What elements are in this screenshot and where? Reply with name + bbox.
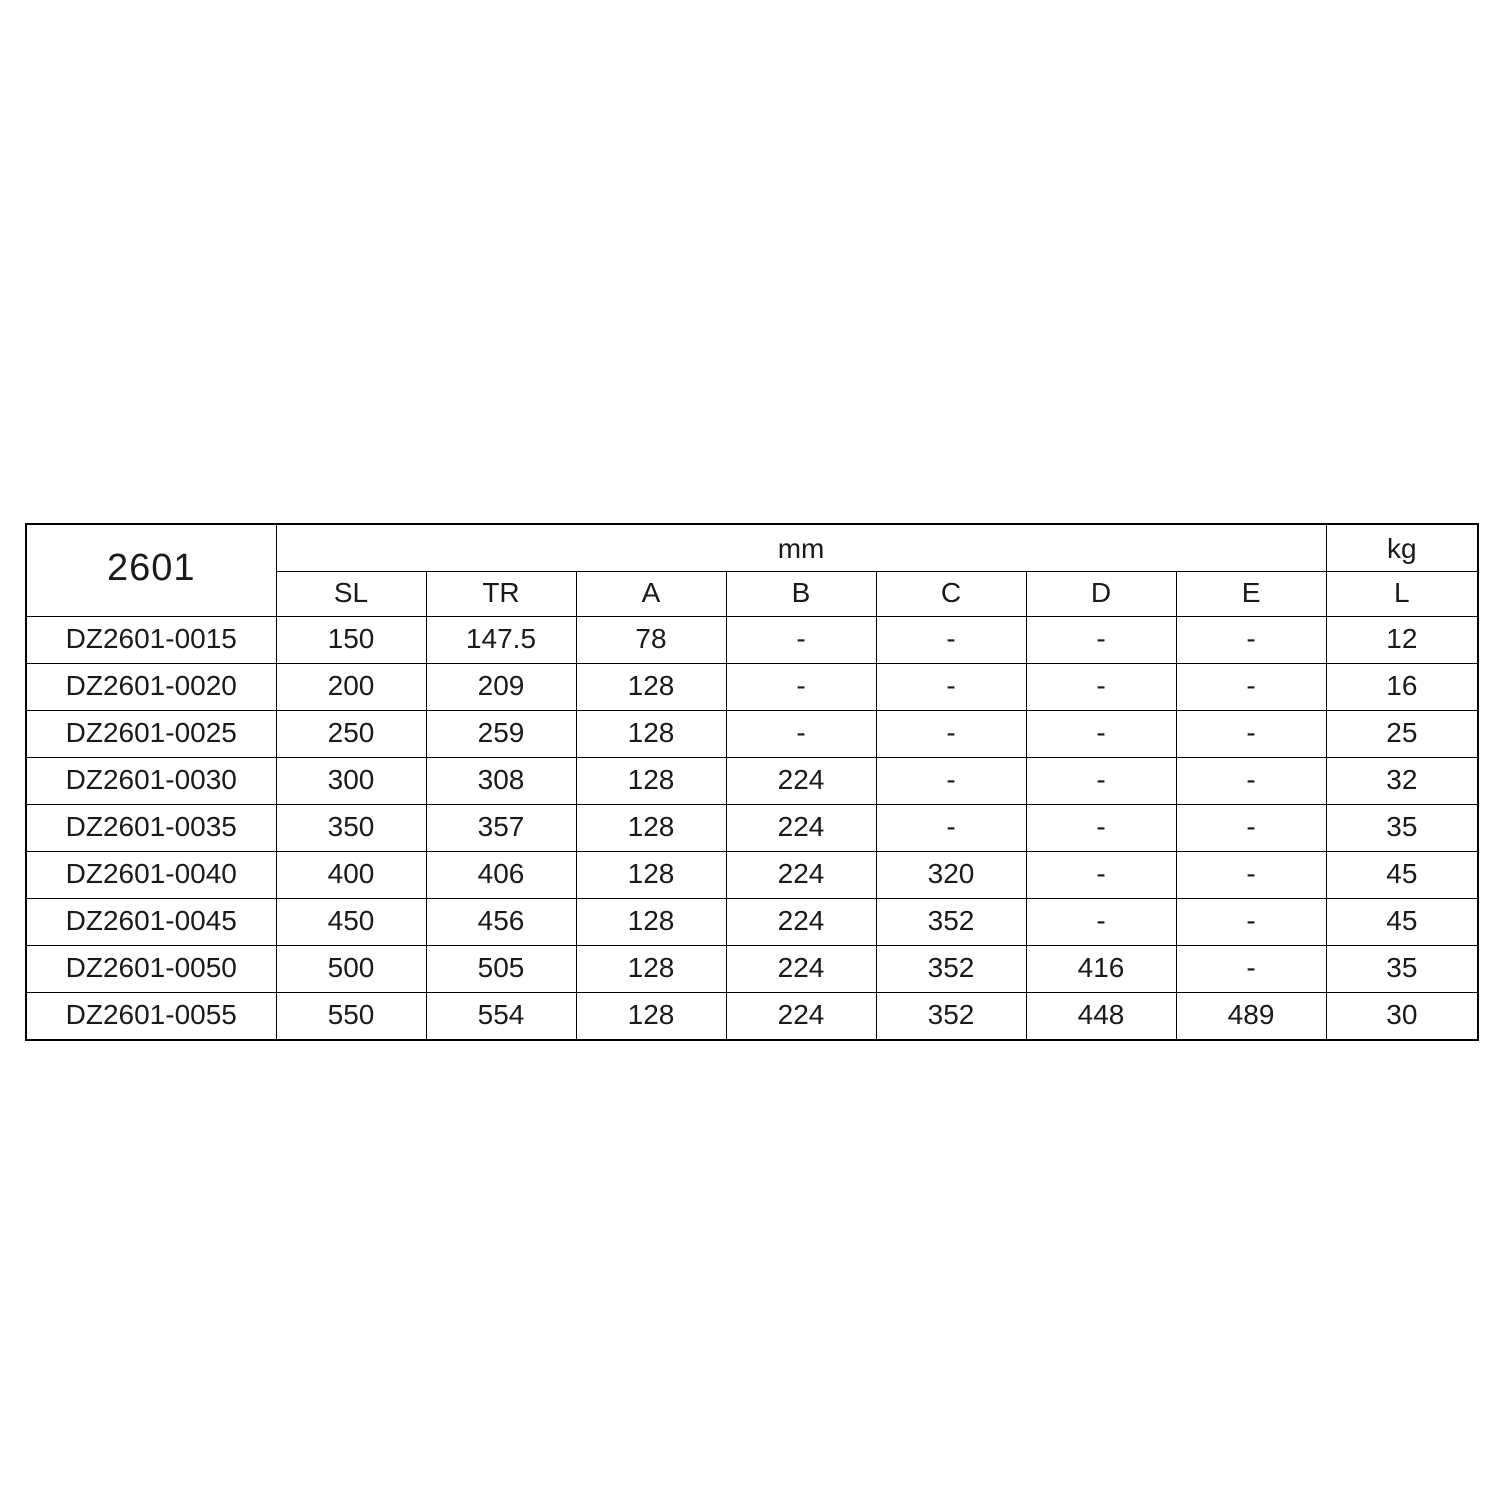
cell-d: - xyxy=(1026,758,1176,805)
cell-b: - xyxy=(726,664,876,711)
column-header-a: A xyxy=(576,572,726,617)
cell-tr: 259 xyxy=(426,711,576,758)
cell-l: 16 xyxy=(1326,664,1478,711)
cell-b: 224 xyxy=(726,852,876,899)
column-header-tr: TR xyxy=(426,572,576,617)
cell-c: 320 xyxy=(876,852,1026,899)
cell-tr: 308 xyxy=(426,758,576,805)
cell-sl: 350 xyxy=(276,805,426,852)
cell-e: - xyxy=(1176,664,1326,711)
cell-l: 30 xyxy=(1326,993,1478,1041)
cell-d: - xyxy=(1026,617,1176,664)
cell-b: 224 xyxy=(726,946,876,993)
table-row xyxy=(26,899,1478,946)
cell-l: 32 xyxy=(1326,758,1478,805)
unit-group-mm: mm xyxy=(276,524,1326,572)
cell-sl: 450 xyxy=(276,899,426,946)
table-row xyxy=(26,711,1478,758)
cell-model: DZ2601-0055 xyxy=(26,993,276,1041)
cell-tr: 554 xyxy=(426,993,576,1041)
cell-a: 78 xyxy=(576,617,726,664)
table-row xyxy=(26,664,1478,711)
cell-sl: 500 xyxy=(276,946,426,993)
cell-model: DZ2601-0025 xyxy=(26,711,276,758)
cell-c: - xyxy=(876,758,1026,805)
cell-d: 448 xyxy=(1026,993,1176,1041)
cell-l: 45 xyxy=(1326,899,1478,946)
cell-tr: 209 xyxy=(426,664,576,711)
table-row xyxy=(26,805,1478,852)
cell-tr: 357 xyxy=(426,805,576,852)
cell-e: - xyxy=(1176,758,1326,805)
model-series-label: 2601 xyxy=(26,524,276,617)
cell-model: DZ2601-0050 xyxy=(26,946,276,993)
table-body xyxy=(26,617,1478,1041)
cell-model: DZ2601-0015 xyxy=(26,617,276,664)
cell-d: - xyxy=(1026,852,1176,899)
cell-a: 128 xyxy=(576,852,726,899)
cell-sl: 550 xyxy=(276,993,426,1041)
cell-e: - xyxy=(1176,946,1326,993)
cell-a: 128 xyxy=(576,711,726,758)
cell-a: 128 xyxy=(576,899,726,946)
cell-a: 128 xyxy=(576,664,726,711)
cell-model: DZ2601-0045 xyxy=(26,899,276,946)
cell-tr: 505 xyxy=(426,946,576,993)
cell-l: 12 xyxy=(1326,617,1478,664)
table-row xyxy=(26,993,1478,1041)
cell-model: DZ2601-0040 xyxy=(26,852,276,899)
cell-b: 224 xyxy=(726,993,876,1041)
cell-a: 128 xyxy=(576,946,726,993)
cell-d: - xyxy=(1026,664,1176,711)
cell-sl: 250 xyxy=(276,711,426,758)
cell-d: - xyxy=(1026,711,1176,758)
table-row xyxy=(26,852,1478,899)
cell-e: - xyxy=(1176,617,1326,664)
specification-table-container xyxy=(25,523,1477,1041)
column-header-d: D xyxy=(1026,572,1176,617)
cell-sl: 200 xyxy=(276,664,426,711)
cell-d: - xyxy=(1026,805,1176,852)
cell-model: DZ2601-0030 xyxy=(26,758,276,805)
cell-c: - xyxy=(876,805,1026,852)
column-header-c: C xyxy=(876,572,1026,617)
cell-d: - xyxy=(1026,899,1176,946)
cell-tr: 456 xyxy=(426,899,576,946)
cell-tr: 147.5 xyxy=(426,617,576,664)
cell-e: 489 xyxy=(1176,993,1326,1041)
cell-b: - xyxy=(726,711,876,758)
table-row xyxy=(26,946,1478,993)
cell-d: 416 xyxy=(1026,946,1176,993)
table-row xyxy=(26,617,1478,664)
unit-group-kg: kg xyxy=(1326,524,1478,572)
cell-b: - xyxy=(726,617,876,664)
column-header-b: B xyxy=(726,572,876,617)
cell-sl: 400 xyxy=(276,852,426,899)
cell-sl: 150 xyxy=(276,617,426,664)
table-header-row-units xyxy=(26,524,1478,572)
cell-c: 352 xyxy=(876,946,1026,993)
cell-l: 35 xyxy=(1326,805,1478,852)
cell-l: 25 xyxy=(1326,711,1478,758)
cell-model: DZ2601-0020 xyxy=(26,664,276,711)
cell-c: 352 xyxy=(876,899,1026,946)
column-header-sl: SL xyxy=(276,572,426,617)
cell-c: - xyxy=(876,664,1026,711)
cell-a: 128 xyxy=(576,758,726,805)
column-header-l: L xyxy=(1326,572,1478,617)
cell-tr: 406 xyxy=(426,852,576,899)
cell-c: - xyxy=(876,617,1026,664)
cell-c: - xyxy=(876,711,1026,758)
cell-b: 224 xyxy=(726,758,876,805)
cell-model: DZ2601-0035 xyxy=(26,805,276,852)
cell-sl: 300 xyxy=(276,758,426,805)
specification-table xyxy=(25,523,1479,1041)
cell-l: 35 xyxy=(1326,946,1478,993)
table-row xyxy=(26,758,1478,805)
cell-b: 224 xyxy=(726,805,876,852)
cell-a: 128 xyxy=(576,805,726,852)
cell-c: 352 xyxy=(876,993,1026,1041)
cell-e: - xyxy=(1176,805,1326,852)
column-header-e: E xyxy=(1176,572,1326,617)
cell-e: - xyxy=(1176,899,1326,946)
cell-e: - xyxy=(1176,711,1326,758)
table-header xyxy=(26,524,1478,617)
cell-l: 45 xyxy=(1326,852,1478,899)
cell-e: - xyxy=(1176,852,1326,899)
cell-a: 128 xyxy=(576,993,726,1041)
cell-b: 224 xyxy=(726,899,876,946)
